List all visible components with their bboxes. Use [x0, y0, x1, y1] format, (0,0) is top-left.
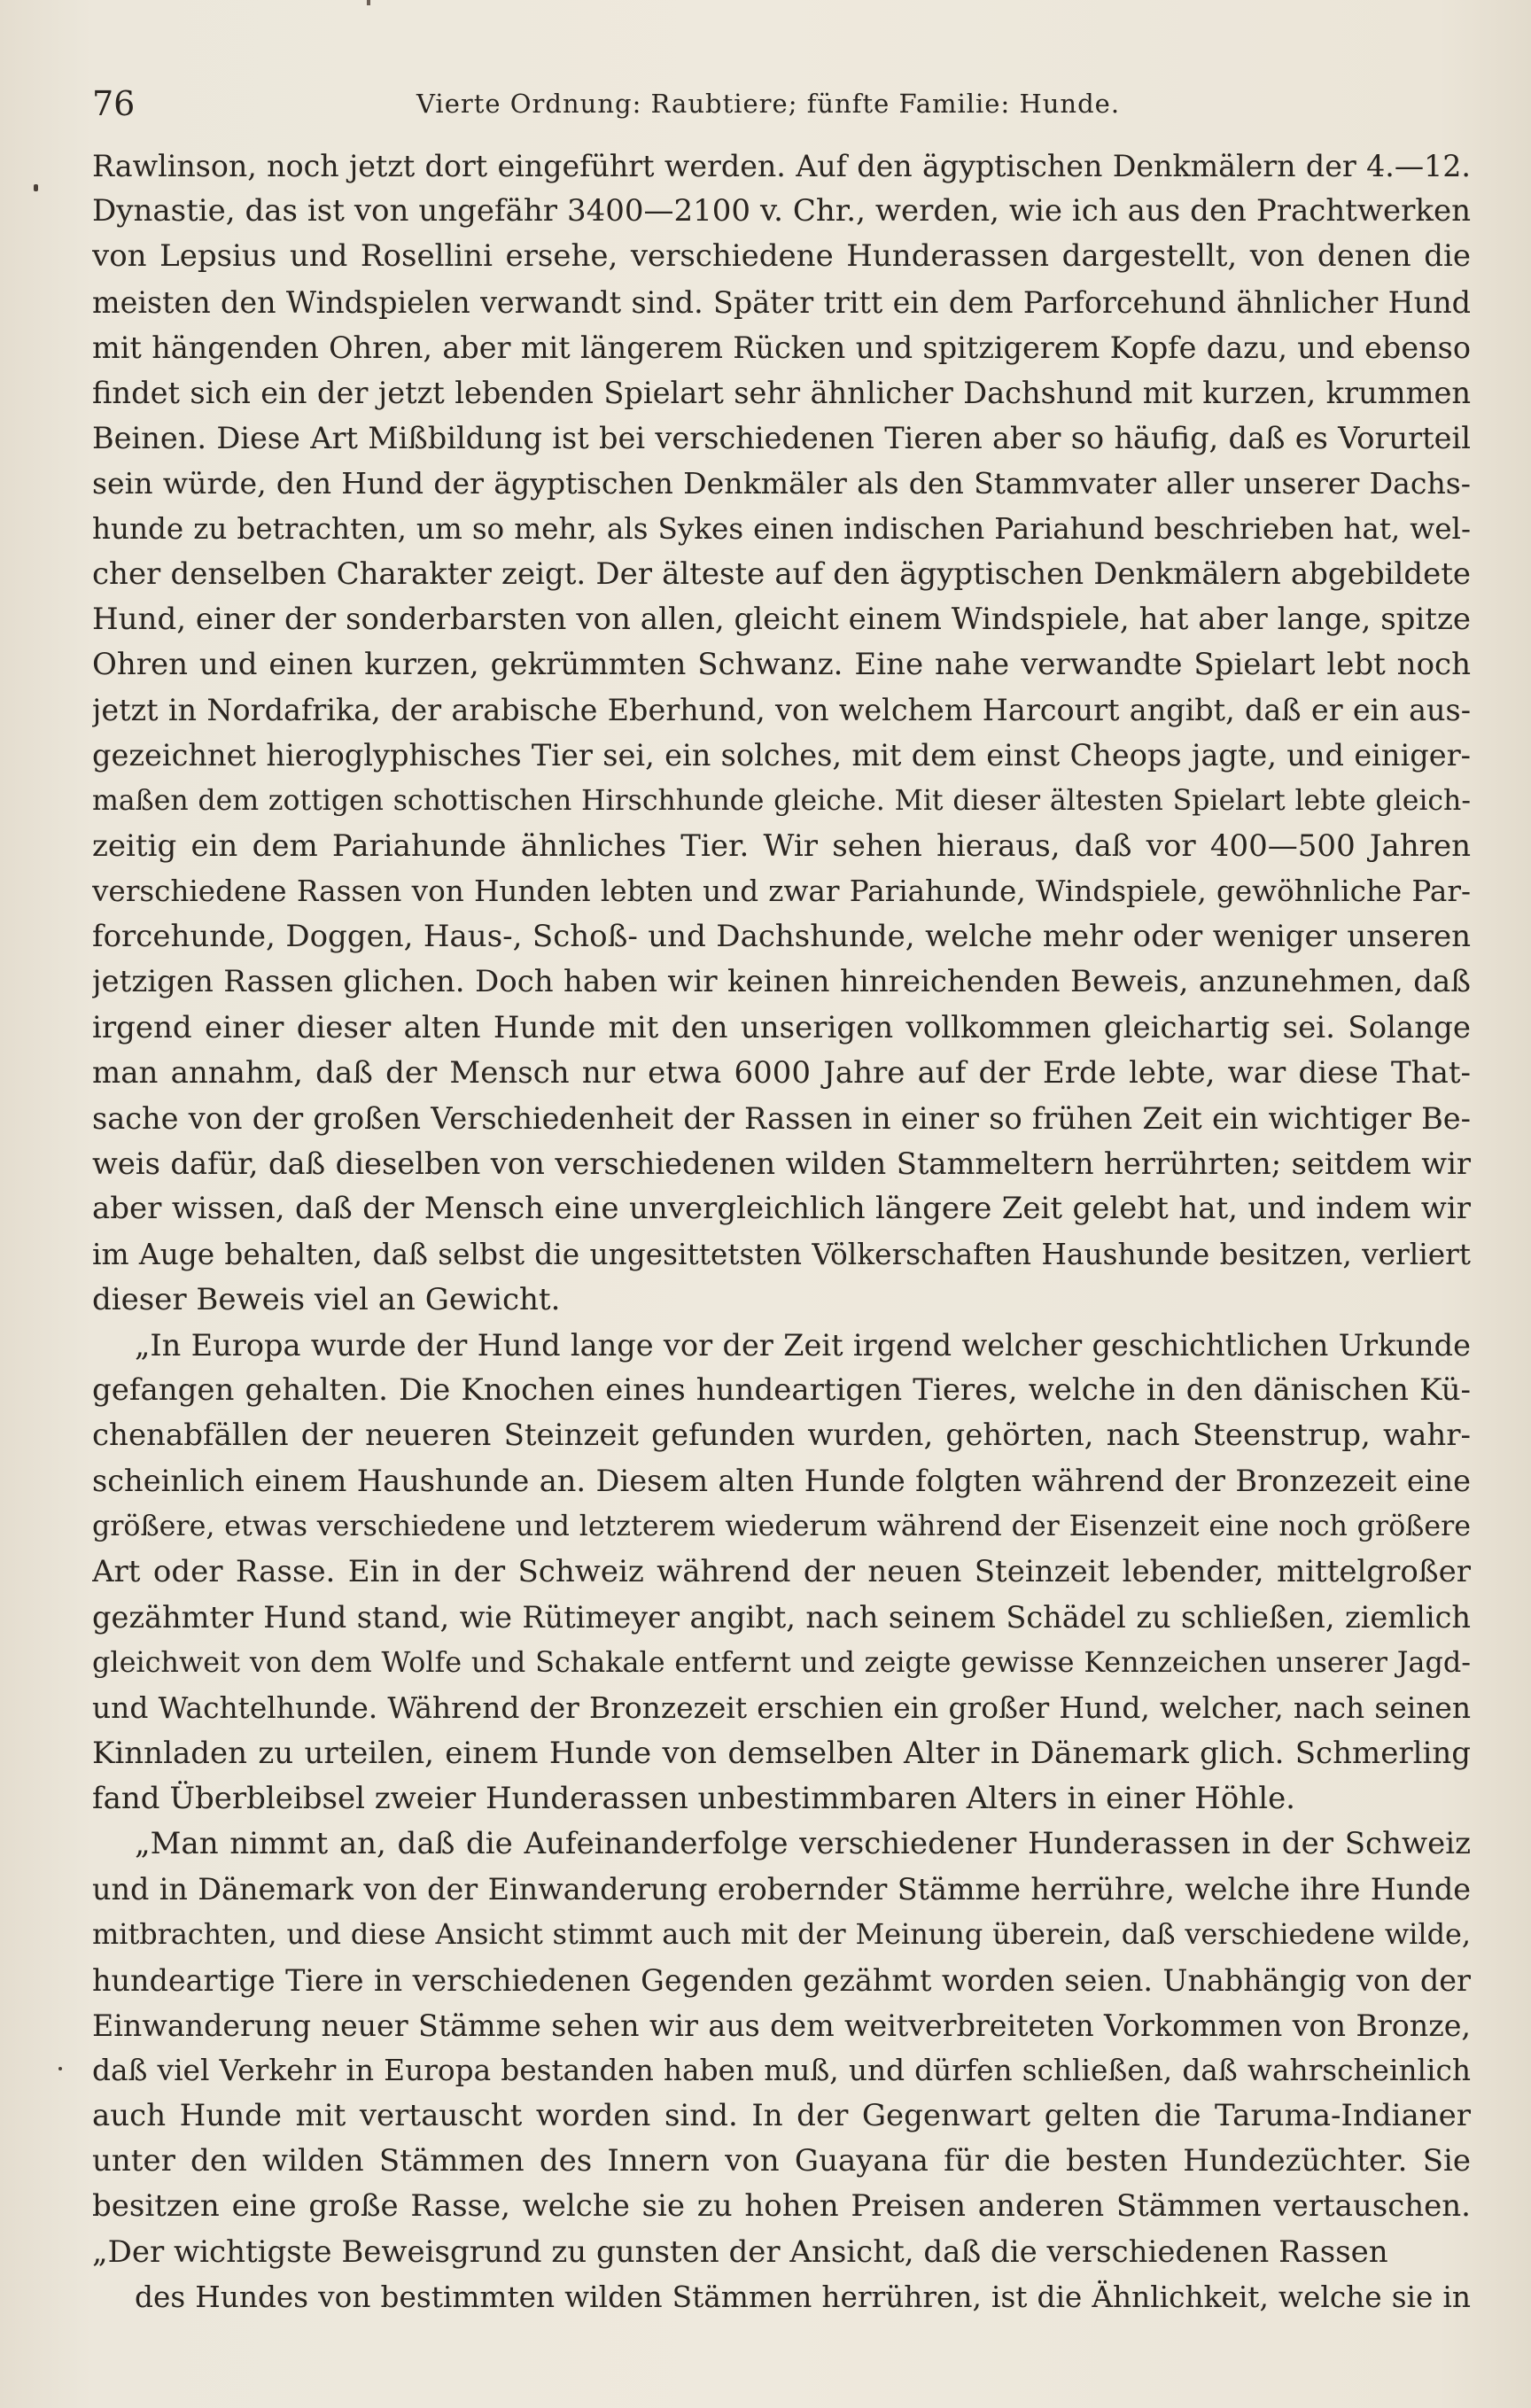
text-line: und Wachtelhunde. Während der Bronzezeit erschien ein großer Hund, welcher, nach seinen	[92, 1690, 1471, 1726]
text-line: gezeichnet hieroglyphisches Tier sei, ein solches, mit dem einst Cheops jagte, und einiger-	[92, 738, 1471, 773]
text-line: findet sich ein der jetzt lebenden Spielart sehr ähnlicher Dachshund mit kurzen, krummen	[92, 375, 1471, 410]
page-number: 76	[92, 84, 136, 123]
text-line: fand Überbleibsel zweier Hunderassen unbestimmbaren Alters in einer Höhle.	[92, 1780, 1295, 1816]
text-line: mitbrachten, und diese Ansicht stimmt auch mit der Meinung überein, daß verschiedene wilde,	[92, 1917, 1471, 1952]
text-line: aber wissen, daß der Mensch eine unvergleichlich längere Zeit gelebt hat, und indem wir	[92, 1191, 1471, 1227]
text-line: gefangen gehalten. Die Knochen eines hundeartigen Tieres, welche in den dänischen Kü-	[92, 1372, 1471, 1409]
margin-dot	[58, 2067, 62, 2070]
text-line: daß viel Verkehr in Europa bestanden haben muß, und dürfen schließen, daß wahrscheinlich	[92, 2053, 1471, 2087]
paragraph-start: „In Europa wurde der Hund lange vor der Zeit irgend welcher geschichtlichen Urkunde	[135, 1327, 1471, 1363]
text-line: Rawlinson, noch jetzt dort eingeführt werden. Auf den ägyptischen Denkmälern der 4.—12.	[92, 149, 1471, 183]
text-line	[92, 2320, 1471, 2365]
margin-mark	[34, 184, 38, 191]
paragraph-start: „Man nimmt an, daß die Aufeinanderfolge verschiedener Hunderassen in der Schweiz	[135, 1825, 1471, 1861]
text-line: chenabfällen der neueren Steinzeit gefunden wurden, gehörten, nach Steenstrup, wahr-	[92, 1418, 1471, 1454]
text-line: Hund, einer der sonderbarsten von allen, gleicht einem Windspiele, hat aber lange, spitze	[92, 601, 1471, 637]
text-line: besitzen eine große Rasse, welche sie zu hohen Preisen anderen Stämmen vertauschen.	[92, 2188, 1471, 2225]
text-line: sein würde, den Hund der ägyptischen Denkmäler als den Stammvater aller unserer Dachs-	[92, 466, 1471, 501]
text-line: größere, etwas verschiedene und letzterem wiederum während der Eisenzeit eine noch größere	[92, 1510, 1471, 1542]
text-line: hunde zu betrachten, um so mehr, als Sykes einen indischen Pariahund beschrieben hat, wel-	[92, 511, 1471, 546]
text-line: verschiedene Rassen von Hunden lebten und zwar Pariahunde, Windspiele, gewöhnliche Par-	[92, 874, 1471, 908]
text-line: forcehunde, Doggen, Haus-, Schoß- und Dachshunde, welche mehr oder weniger unseren	[92, 919, 1471, 955]
text-line: Beinen. Diese Art Mißbildung ist bei verschiedenen Tieren aber so häufig, daß es Vorurteil	[92, 421, 1471, 456]
text-line: gleichweit von dem Wolfe und Schakale entfernt und zeigte gewisse Kennzeichen unserer Jagd-	[92, 1645, 1471, 1680]
print-speck	[367, 0, 370, 5]
text-line: jetzigen Rassen glichen. Doch haben wir keinen hinreichenden Beweis, anzunehmen, daß	[92, 964, 1471, 1000]
paragraph-start: des Hundes von bestimmten wilden Stämmen herrühren, ist die Ähnlichkeit, welche sie in	[135, 2280, 1471, 2314]
text-line: man annahm, daß der Mensch nur etwa 6000 Jahre auf der Erde lebte, war diese That-	[92, 1054, 1471, 1091]
running-header	[92, 82, 1474, 126]
text-line: Einwanderung neuer Stämme sehen wir aus dem weitverbreiteten Vorkommen von Bronze,	[92, 2008, 1471, 2043]
text-line: Ohren und einen kurzen, gekrümmten Schwanz. Eine nahe verwandte Spielart lebt noch	[92, 647, 1471, 683]
text-line: meisten den Windspielen verwandt sind. Später tritt ein dem Parforcehund ähnlicher Hund	[92, 284, 1471, 320]
text-line: „Der wichtigste Beweisgrund zu gunsten der Ansicht, daß die verschiedenen Rassen	[92, 2233, 1388, 2270]
text-line: Kinnladen zu urteilen, einem Hunde von demselben Alter in Dänemark glich. Schmerling	[92, 1735, 1471, 1771]
text-line: Art oder Rasse. Ein in der Schweiz während der neuen Steinzeit lebender, mittelgroßer	[92, 1553, 1471, 1589]
text-line: im Auge behalten, daß selbst die ungesittetsten Völkerschaften Haushunde besitzen, verliert	[92, 1237, 1471, 1271]
text-line: cher denselben Charakter zeigt. Der älteste auf den ägyptischen Denkmälern abgebildete	[92, 555, 1471, 592]
text-line: sache von der großen Verschiedenheit der Rassen in einer so frühen Zeit ein wichtiger Be-	[92, 1100, 1471, 1136]
text-line: dieser Beweis viel an Gewicht.	[92, 1281, 561, 1317]
text-line: irgend einer dieser alten Hunde mit den unserigen vollkommen gleichartig sei. Solange	[92, 1009, 1471, 1045]
text-line: Dynastie, das ist von ungefähr 3400—2100 v. Chr., werden, wie ich aus den Prachtwerken	[92, 193, 1471, 229]
text-line: von Lepsius und Rosellini ersehe, verschiedene Hunderassen dargestellt, von denen die	[92, 238, 1471, 275]
text-line: und in Dänemark von der Einwanderung erobernder Stämme herrühre, welche ihre Hunde	[92, 1872, 1471, 1907]
text-line: gezähmter Hund stand, wie Rütimeyer angibt, nach seinem Schädel zu schließen, ziemlich	[92, 1600, 1471, 1635]
text-line: weis dafür, daß dieselben von verschiedenen wilden Stammeltern herrührten; seitdem wir	[92, 1146, 1471, 1182]
running-title: Vierte Ordnung: Raubtiere; fünfte Familie: Hunde.	[416, 89, 1121, 119]
text-line: unter den wilden Stämmen des Innern von Guayana für die besten Hundezüchter. Sie	[92, 2143, 1471, 2179]
text-line: scheinlich einem Haushunde an. Diesem alten Hunde folgten während der Bronzezeit eine	[92, 1464, 1471, 1499]
text-line: hundeartige Tiere in verschiedenen Gegenden gezähmt worden seien. Unabhängig von der	[92, 1962, 1471, 1998]
text-line: maßen dem zottigen schottischen Hirschhunde gleiche. Mit dieser ältesten Spielart lebte gleich-	[92, 784, 1471, 817]
text-line: zeitig ein dem Pariahunde ähnliches Tier. Wir sehen hieraus, daß vor 400—500 Jahren	[92, 827, 1471, 864]
text-line: mit hängenden Ohren, aber mit längerem Rücken und spitzigerem Kopfe dazu, und ebenso	[92, 330, 1471, 365]
text-line: jetzt in Nordafrika, der arabische Eberhund, von welchem Harcourt angibt, daß er ein aus-	[92, 693, 1471, 728]
body-text	[92, 144, 1471, 2365]
text-line: auch Hunde mit vertauscht worden sind. In der Gegenwart gelten die Taruma-Indianer	[92, 2098, 1471, 2134]
